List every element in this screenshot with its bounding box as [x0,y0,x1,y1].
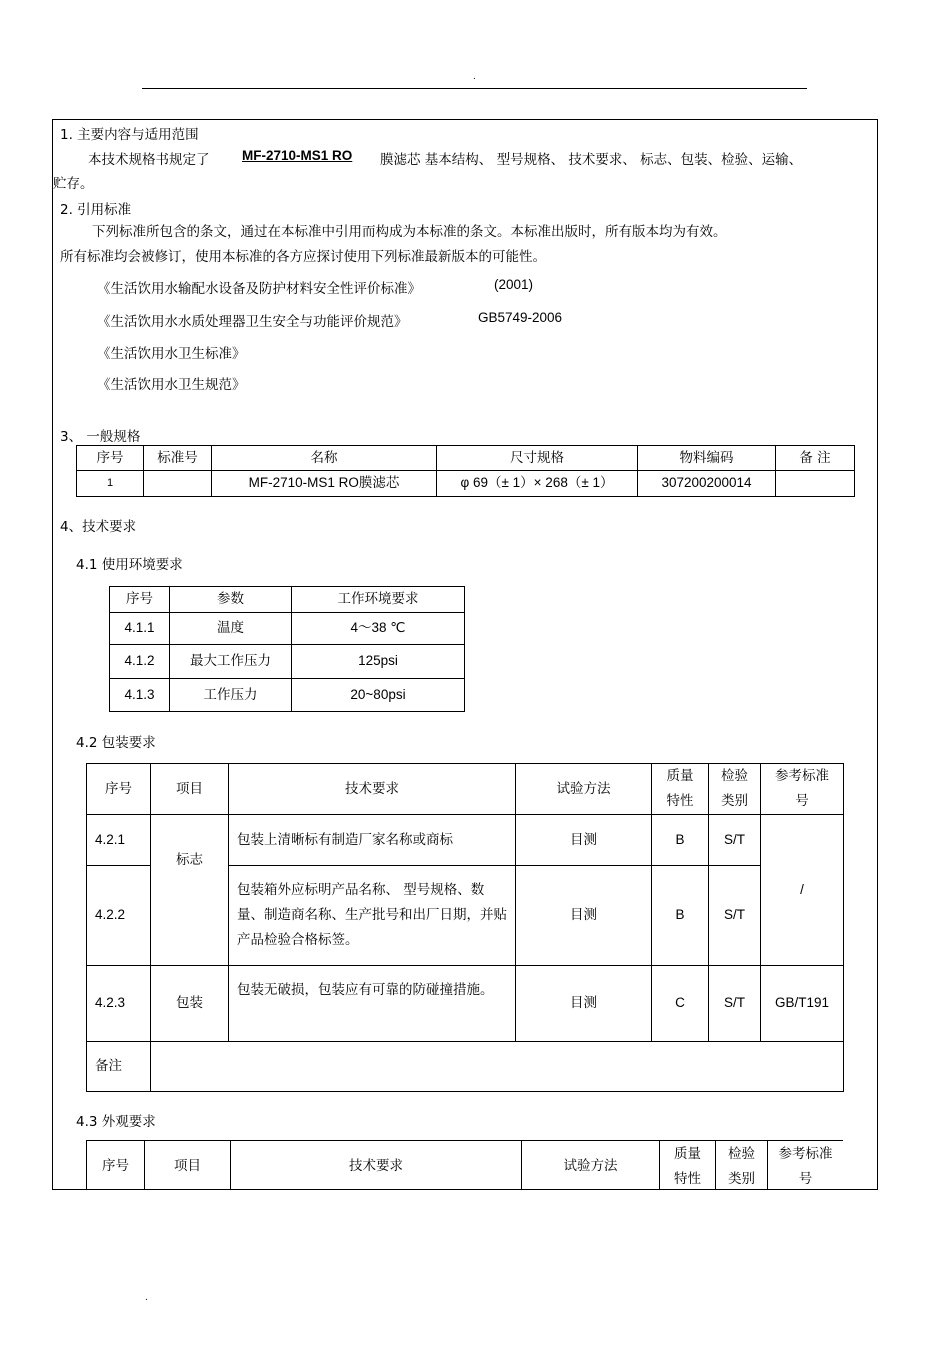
pack-row-quality: B [652,866,709,966]
section-1-model: MF-2710-MS1 RO [242,148,353,163]
pack-row-quality: C [652,966,709,1042]
ref-name-4: 《生活饮用水卫生规范》 [97,377,246,393]
header-rule [142,88,807,89]
header-dot: . [473,72,476,82]
env-cell: 4.1.2 [110,645,170,679]
pack-row-item: 包装 [151,966,229,1042]
pack-title: 4.2 包装要求 [76,735,156,751]
pack-row-category: S/T [709,815,761,866]
spec-header: 序号 [77,446,144,471]
env-table [109,586,465,712]
spec-cell [144,471,212,497]
appearance-header: 序号 [87,1141,145,1190]
section-2-line1: 下列标准所包含的条文，通过在本标准中引用而构成为本标准的条文。本标准出版时，所有版本均为有效。 [92,224,727,240]
env-cell: 4.1.3 [110,679,170,712]
appearance-header: 质量特性 [660,1141,716,1190]
spec-cell [776,471,855,497]
pack-header: 项目 [151,764,229,815]
env-title: 4.1 使用环境要求 [76,557,183,573]
ref-name-3: 《生活饮用水卫生标准》 [97,346,246,362]
pack-header: 试验方法 [516,764,652,815]
env-cell: 20~80psi [292,679,465,712]
general-spec-table [76,445,855,497]
pack-header: 质量特性 [652,764,709,815]
pack-header: 检验类别 [709,764,761,815]
pack-row-req: 包装上清晰标有制造厂家名称或商标 [229,815,516,866]
ref-name-1: 《生活饮用水输配水设备及防护材料安全性评价标准》 [97,281,421,297]
pack-row-req: 包装箱外应标明产品名称、 型号规格、数量、制造商名称、生产批号和出厂日期，并贴产品检验合格标签。 [229,866,516,966]
appearance-header: 检验类别 [716,1141,768,1190]
appearance-table [86,1140,843,1189]
appearance-table-clip [86,1140,843,1189]
pack-header: 序号 [87,764,151,815]
appearance-header: 参考标准号 [768,1141,844,1190]
section-1-scope: 膜滤芯 基本结构、 型号规格、 技术要求、 标志、包装、检验、运输、 [380,152,803,168]
pack-row-category: S/T [709,866,761,966]
pack-row-item: 标志 [151,815,229,966]
spec-cell: MF-2710-MS1 RO膜滤芯 [212,471,437,497]
env-header: 序号 [110,587,170,613]
pack-table [86,763,844,1092]
pack-row-category: S/T [709,966,761,1042]
pack-row-no: 4.2.1 [87,815,151,866]
pack-row-quality: B [652,815,709,866]
env-header: 参数 [170,587,292,613]
appearance-title: 4.3 外观要求 [76,1114,156,1130]
pack-row-ref: / [761,815,844,966]
appearance-header: 技术要求 [231,1141,522,1190]
spec-cell: 1 [77,471,144,497]
spec-header: 标准号 [144,446,212,471]
pack-row-ref: GB/T191 [761,966,844,1042]
pack-row-method: 目测 [516,966,652,1042]
env-cell: 最大工作压力 [170,645,292,679]
appearance-header: 项目 [145,1141,231,1190]
spec-cell: 307200200014 [638,471,776,497]
spec-header: 物料编码 [638,446,776,471]
env-header: 工作环境要求 [292,587,465,613]
pack-row-req: 包装无破损，包装应有可靠的防碰撞措施。 [229,966,516,1042]
spec-header: 尺寸规格 [437,446,638,471]
pack-remark-label: 备注 [87,1042,151,1092]
section-2-line2: 所有标准均会被修订，使用本标准的各方应探讨使用下列标准最新版本的可能性。 [60,249,546,265]
pack-remark-value [151,1042,844,1092]
section-2-title: 2. 引用标准 [60,202,132,218]
ref-code-1: (2001) [494,277,534,292]
section-1-intro: 本技术规格书规定了 [88,152,210,168]
section-1-cont: 贮存。 [53,176,94,192]
spec-header: 备 注 [776,446,855,471]
pack-row-no: 4.2.2 [87,866,151,966]
pack-row-method: 目测 [516,815,652,866]
ref-name-2: 《生活饮用水水质处理器卫生安全与功能评价规范》 [97,314,408,330]
pack-row-method: 目测 [516,866,652,966]
appearance-header: 试验方法 [522,1141,660,1190]
pack-header: 参考标准号 [761,764,844,815]
section-4-title: 4、技术要求 [60,519,137,535]
pack-row-no: 4.2.3 [87,966,151,1042]
footer-dot: . [145,1293,148,1303]
ref-code-2: GB5749-2006 [478,310,563,325]
section-1-title: 1. 主要内容与适用范围 [60,127,199,143]
env-cell: 温度 [170,613,292,645]
env-cell: 4～38 ℃ [292,613,465,645]
env-cell: 工作压力 [170,679,292,712]
env-cell: 4.1.1 [110,613,170,645]
env-cell: 125psi [292,645,465,679]
section-3-title: 3、 一般规格 [60,429,141,445]
spec-cell: φ 69（± 1）× 268（± 1） [437,471,638,497]
spec-header: 名称 [212,446,437,471]
pack-header: 技术要求 [229,764,516,815]
